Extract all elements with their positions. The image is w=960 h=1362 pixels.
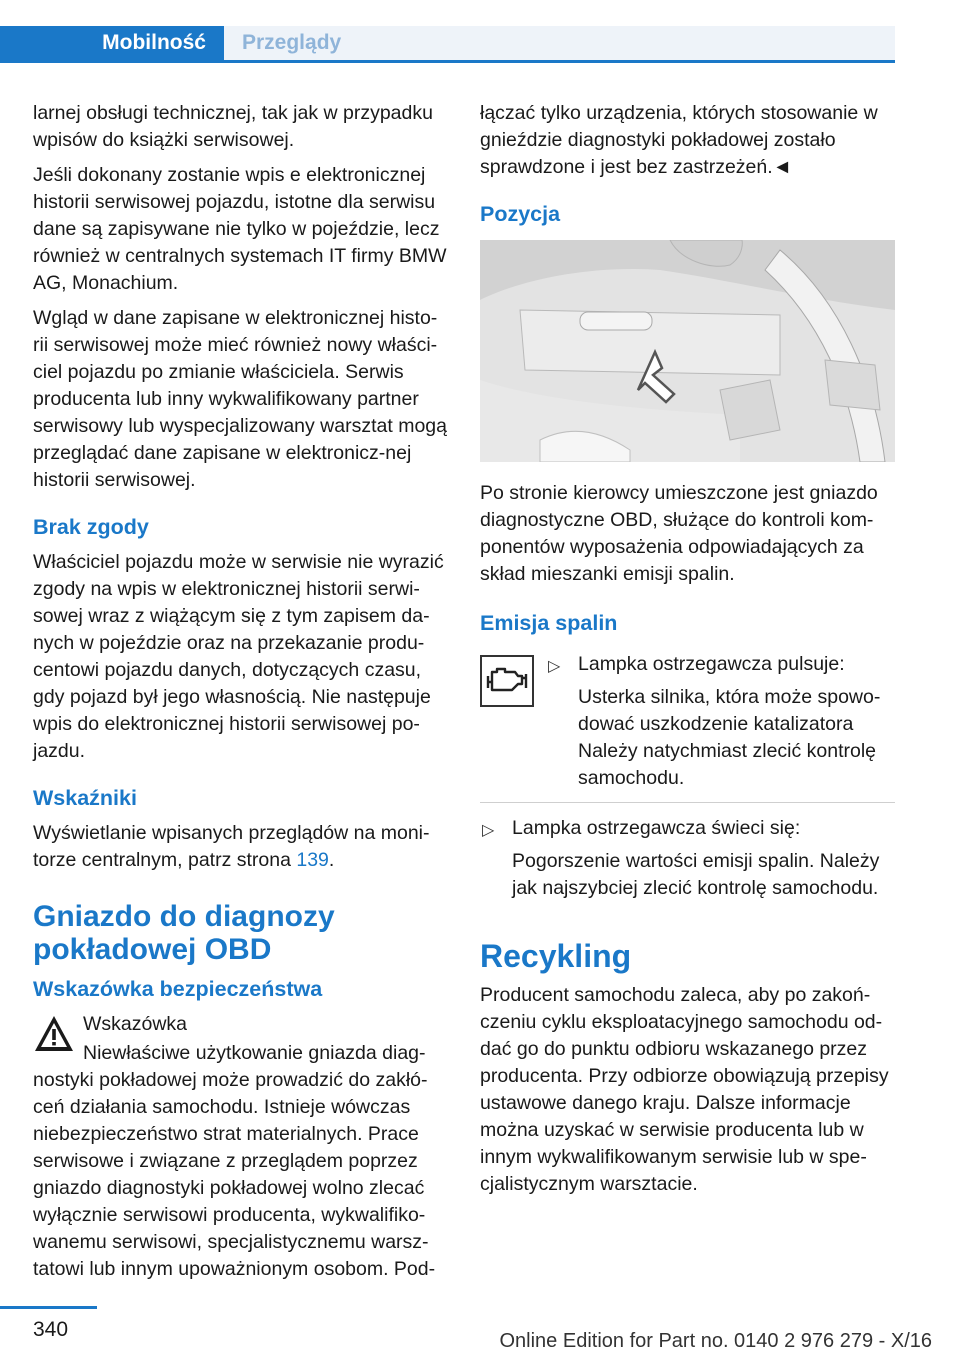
tab-przeglady[interactable]: Przeglądy <box>224 26 895 60</box>
page-link-139[interactable]: 139 <box>296 849 329 871</box>
heading-wskazowka-bezpieczenstwa: Wskazówka bezpieczeństwa <box>33 977 323 1001</box>
divider <box>480 802 895 803</box>
warning-title: Wskazówka <box>83 1013 188 1035</box>
list-item-text: Pogorszenie wartości emisji spalin. Należy jak najszybciej zlecić kontrolę samochodu. <box>512 850 880 899</box>
warning-triangle-icon <box>33 1013 75 1055</box>
page-number: 340 <box>33 1318 69 1341</box>
obd-position-photo <box>480 240 895 462</box>
header-tabbar <box>0 26 895 62</box>
heading-brak-zgody: Brak zgody <box>33 515 149 539</box>
warning-text: Niewłaściwe użytkowanie gniazda diag-nostyki pokładowej może prowadzić do zakłó-ceń działania samochodu. Istnieje wówczas niebezpieczeństwo strat materialnych. Prace serwisowe i związane z przeglądem poprzez gniazdo diagnostyki pokładowej wolno zlecać wyłącznie serwisowi producenta, wykwalifiko-wanemu serwisowi, specjalistycznemu warsz-tatowi lub innym upoważnionym osobom. Pod- <box>33 1042 436 1280</box>
list-item <box>480 651 895 792</box>
list-item-title: Lampka ostrzegawcza pulsuje: <box>578 653 845 675</box>
left-column <box>33 100 449 1291</box>
heading-pozycja: Pozycja <box>480 202 561 226</box>
text: Wyświetlanie wpisanych przeglądów na moni-torze centralnym, patrz strona <box>33 822 430 871</box>
paragraph: Jeśli dokonany zostanie wpis e elektronicznej historii serwisowej pojazdu, istotne dla serwisu dane są zapisywane nie tylko w pojeździe, lecz również w centralnych systemach IT firmy BMW AG, Monachium. <box>33 164 447 294</box>
heading-wskazniki: Wskaźniki <box>33 786 137 810</box>
list-item-text: Usterka silnika, która może spowo-dować uszkodzenie katalizatora Należy natychmiast zlecić kontrolę samochodu. <box>578 686 881 789</box>
emission-list <box>480 651 895 902</box>
paragraph: Właściciel pojazdu może w serwisie nie wyrazić zgody na wpis w elektronicznej historii serwi-sowej wraz z wiążącym się z tym zapisem da-nych w pojeździe oraz na przekazanie produ-centowi pojazdu danych, dotyczących czasu, gdy pojazd był jego własnością. Nie następuje wpis do elektronicznej historii serwisowej po-jazdu. <box>33 551 444 762</box>
tab-mobilnosc[interactable]: Mobilność <box>0 26 224 60</box>
paragraph-wskazniki <box>33 820 449 874</box>
heading-emisja-spalin: Emisja spalin <box>480 611 618 635</box>
paragraph: larnej obsługi technicznej, tak jak w przypadku wpisów do książki serwisowej. <box>33 102 433 151</box>
paragraph: Po stronie kierowcy umieszczone jest gniazdo diagnostyczne OBD, służące do kontroli kom-ponentów wyposażenia odpowiadających za skład mieszanki emisji spalin. <box>480 482 878 585</box>
footer-divider <box>0 1306 97 1309</box>
bullet-triangle-icon: ▷ <box>482 822 495 839</box>
bullet-triangle-icon: ▷ <box>548 658 561 675</box>
paragraph: Producent samochodu zaleca, aby po zakoń-czeniu cyklu eksploatacyjnego samochodu od-dać go do punktu odbioru wskazanego przez producenta. Przy odbiorze obowiązują przepisy ustawowe danego kraju. Dalsze informacje można uzyskać w serwisie producenta lub w innym wykwalifikowanym serwisie lub w spe-cjalistycznym warsztacie. <box>480 984 889 1195</box>
warning-block <box>33 1011 449 1283</box>
paragraph: Wgląd w dane zapisane w elektronicznej histo-rii serwisowej może mieć również nowy właści-ciel pojazdu po zmianie właściciela. Serwis producenta lub inny wykwalifikowany partner serwisowy lub wyspecjalizowany warsztat mogą przeglądać dane zapisane w elektronicz-nej historii serwisowej. <box>33 307 447 491</box>
list-item-title: Lampka ostrzegawcza świeci się: <box>512 817 801 839</box>
text: . <box>328 849 335 871</box>
heading-gniazdo-obd: Gniazdo do diagnozy pokładowej OBD <box>33 900 335 966</box>
footer-edition: Online Edition for Part no. 0140 2 976 279 - X/16 <box>499 1330 932 1352</box>
header-divider <box>0 60 895 63</box>
list-item <box>480 815 895 902</box>
paragraph: łączać tylko urządzenia, których stosowanie w gnieździe diagnostyki pokładowej zostało sprawdzone i jest bez zastrzeżeń.◄ <box>480 102 878 178</box>
heading-recykling: Recykling <box>480 938 632 974</box>
right-column <box>480 100 895 1206</box>
